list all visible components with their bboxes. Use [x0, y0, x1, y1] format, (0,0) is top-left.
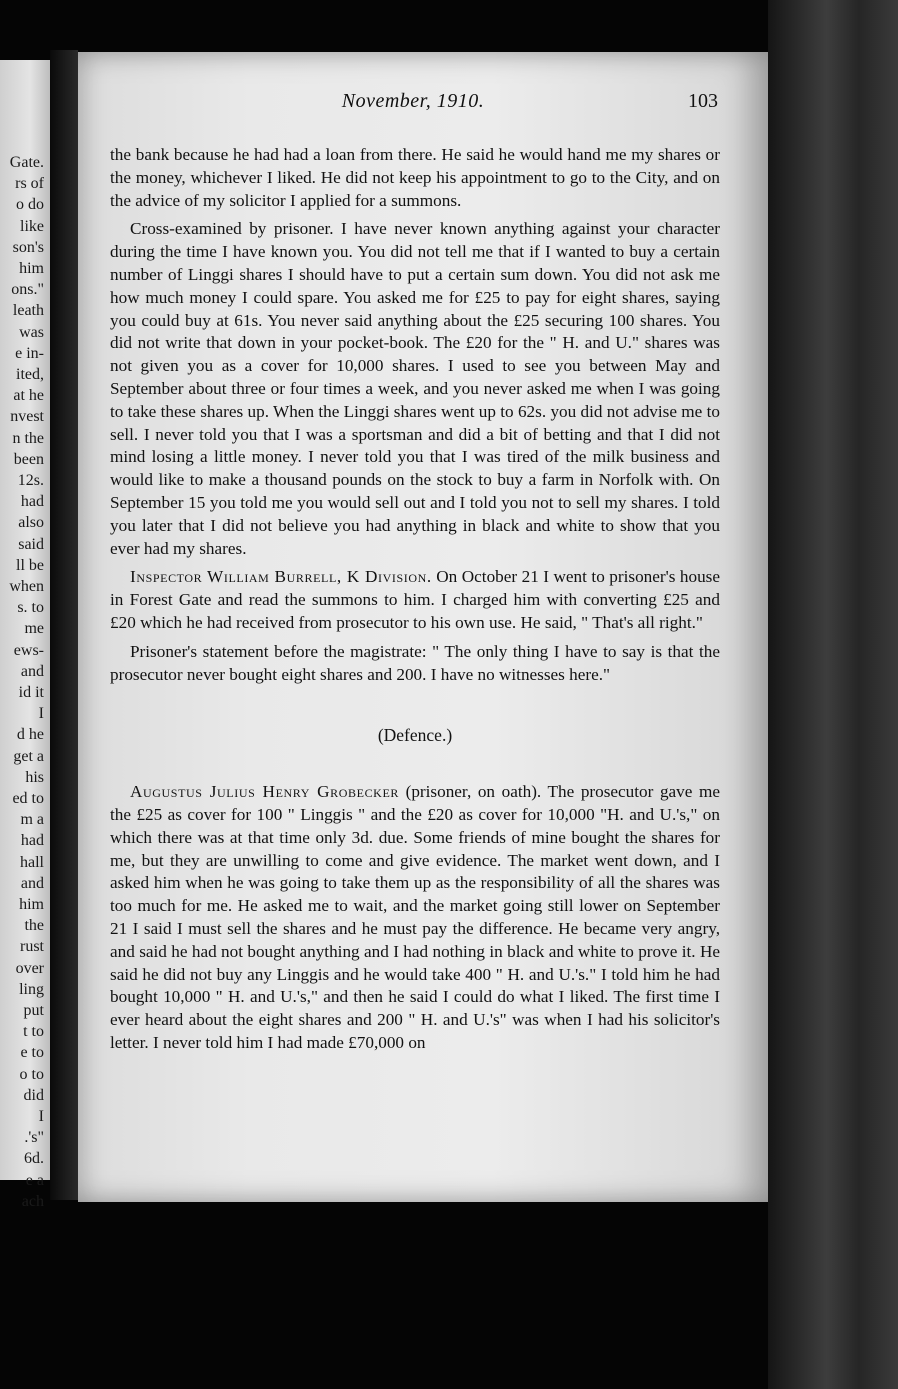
- adjacent-page-fragment: m a: [20, 811, 44, 829]
- adjacent-page-fragment: and: [20, 662, 44, 680]
- adjacent-page-fragment: ited,: [16, 366, 44, 383]
- adjacent-page-fragment: also: [18, 514, 44, 532]
- adjacent-page-fragment: id it: [18, 684, 44, 701]
- adjacent-page-fragment: I: [38, 1108, 44, 1125]
- adjacent-page-fragment: I: [38, 705, 44, 723]
- adjacent-page-fragment: leath: [12, 302, 44, 320]
- paragraph-prisoner-testimony: [110, 781, 720, 1055]
- adjacent-page-fragment: been: [13, 450, 44, 468]
- adjacent-page-fragment: nvest: [10, 408, 44, 426]
- adjacent-page-fragment: ed to: [12, 790, 44, 807]
- adjacent-page-fragment: when: [9, 578, 44, 595]
- adjacent-page-fragment: had: [20, 832, 44, 850]
- adjacent-page-fragment: ling: [19, 980, 44, 998]
- adjacent-page-fragment: rust: [20, 938, 44, 956]
- adjacent-page-fragment: over: [15, 959, 44, 977]
- adjacent-page-strip: [0, 60, 50, 1210]
- witness-name: Inspector William Burrell, K Division.: [130, 567, 432, 587]
- adjacent-page-fragment: o to: [19, 1065, 44, 1083]
- adjacent-page-fragment: ll be: [16, 556, 44, 574]
- adjacent-page-fragment: the: [24, 917, 44, 935]
- page-header: [108, 90, 718, 120]
- adjacent-page-fragment: Gate.: [9, 154, 44, 171]
- paragraph-inspector: [110, 566, 720, 634]
- paragraph-prisoner-statement: Prisoner's statement before the magistrate: " The only thing I have to say is that the prosecutor never bought eight shares and 200. I have no witnesses here.": [110, 641, 720, 684]
- adjacent-page-fragment: ews-: [13, 641, 44, 659]
- inspector-testimony: On October 21 I went to prisoner's house in Forest Gate and read the summons to him. I charged him with converting £25 and £20 which he had received from prosecutor to his own use. He said, " That's all right.": [110, 567, 720, 632]
- paragraph-1: the bank because he had had a loan from there. He said he would hand me my shares or the money, whichever I liked. He did not keep his appointment to go to the City, and on the advice of my solicitor I applied for a summons.: [110, 145, 720, 210]
- adjacent-page-fragment: his: [25, 768, 44, 786]
- scan-background-right: [768, 0, 898, 1389]
- adjacent-page-fragment: son's: [12, 238, 44, 256]
- prisoner-name: Augustus Julius Henry Grobecker: [130, 782, 399, 802]
- adjacent-page-fragment: ons.": [11, 281, 44, 299]
- paragraph-cross-examination: Cross-examined by prisoner. I have never known anything against your character during the time I have known you. You did not tell me that if I wanted to buy a certain number of Linggi shares I should have to put a certain sum down. You did not ask me how much money I could spare. You asked me for £25 to pay for eight shares, saying you could buy at 61s. You never said anything about the £25 securing 100 shares. You did not write that down in your pocket-book. The £20 for the " H. and U." shares was not given you as a cover for 10,000 shares. I used to see you between May and September about three or four times a week, and you never asked me when I was going to take these shares up. When the Linggi shares went up to 62s. you did not advise me to sell. I never told you that I was a sportsman and did a bit of betting and that I did not mind losing a little money. I never told you that I was tired of the milk business and would like to make a thousand pounds on the stock to buy a farm in Norfolk with. On September 15 you told me you would sell out and I told you not to sell my shares. I told you later that I did not believe you had anything in black and white to show that you ever had my shares.: [110, 219, 720, 558]
- adjacent-page-fragment: e a: [25, 1171, 44, 1189]
- adjacent-page-fragment: put: [23, 1002, 44, 1019]
- adjacent-page-fragment: e in-: [15, 344, 44, 362]
- adjacent-page-fragment: did: [23, 1086, 44, 1104]
- prisoner-testimony: (prisoner, on oath). The prosecutor gave me the £25 as cover for 100 " Linggis " and the £20 as cover for 10,000 "H. and U.'s," on which there was at that time only 3d. due. Some friends of mine bought the shares for me, but they are unwilling to come and give evidence. The market went down, and I asked him when he was going to take them up as the responsibility of all the shares was too much for me. He asked me to wait, and the market going still lower on September 21 I said I must sell the shares and he must pay the difference. He became very angry, and said he had not bought anything and I had nothing in black and white to prove it. He said he did not buy any Linggis and he would take 400 " H. and U.'s." I told him he had bought 10,000 " H. and U.'s," and then he said I could do what I liked. The first time I ever heard about the eight shares and 200 " H. and U.'s" was when I had his solicitor's letter. I never told him I had made £70,000 on: [110, 782, 720, 1052]
- book-gutter: [50, 50, 78, 1200]
- adjacent-page-fragment: 12s.: [17, 472, 44, 489]
- adjacent-page-fragment: t to: [23, 1023, 44, 1041]
- adjacent-page-fragment: him: [19, 260, 44, 277]
- adjacent-page-fragment: 6d.: [24, 1150, 44, 1168]
- page-number: 103: [688, 90, 718, 112]
- page-date-title: November, 1910.: [341, 90, 485, 112]
- adjacent-page-fragment: had: [20, 493, 44, 511]
- adjacent-page-fragment: d he: [16, 726, 44, 744]
- adjacent-page-fragment: ach: [21, 1192, 44, 1210]
- section-heading-defence: (Defence.): [377, 725, 453, 746]
- adjacent-page-fragment: .'s": [24, 1129, 44, 1147]
- adjacent-page-fragment: and: [20, 874, 44, 892]
- adjacent-page-fragment: s. to: [17, 599, 44, 617]
- adjacent-page-fragment: get a: [13, 747, 44, 765]
- page-body: [110, 144, 720, 1055]
- adjacent-page-fragment: rs of: [15, 175, 44, 193]
- adjacent-page-fragment: e to: [20, 1044, 44, 1062]
- adjacent-page-fragment: at he: [13, 387, 44, 405]
- adjacent-page-fragment: o do: [16, 196, 44, 214]
- adjacent-page-fragment: n the: [12, 429, 44, 447]
- adjacent-page-fragment: was: [19, 323, 44, 341]
- adjacent-page-fragment: him: [19, 896, 44, 913]
- adjacent-page-fragment: me: [24, 620, 44, 638]
- document-page: [78, 52, 768, 1202]
- adjacent-page-fragment: like: [20, 217, 44, 235]
- adjacent-page-fragment: hall: [20, 853, 44, 871]
- adjacent-page-fragment: said: [18, 535, 44, 553]
